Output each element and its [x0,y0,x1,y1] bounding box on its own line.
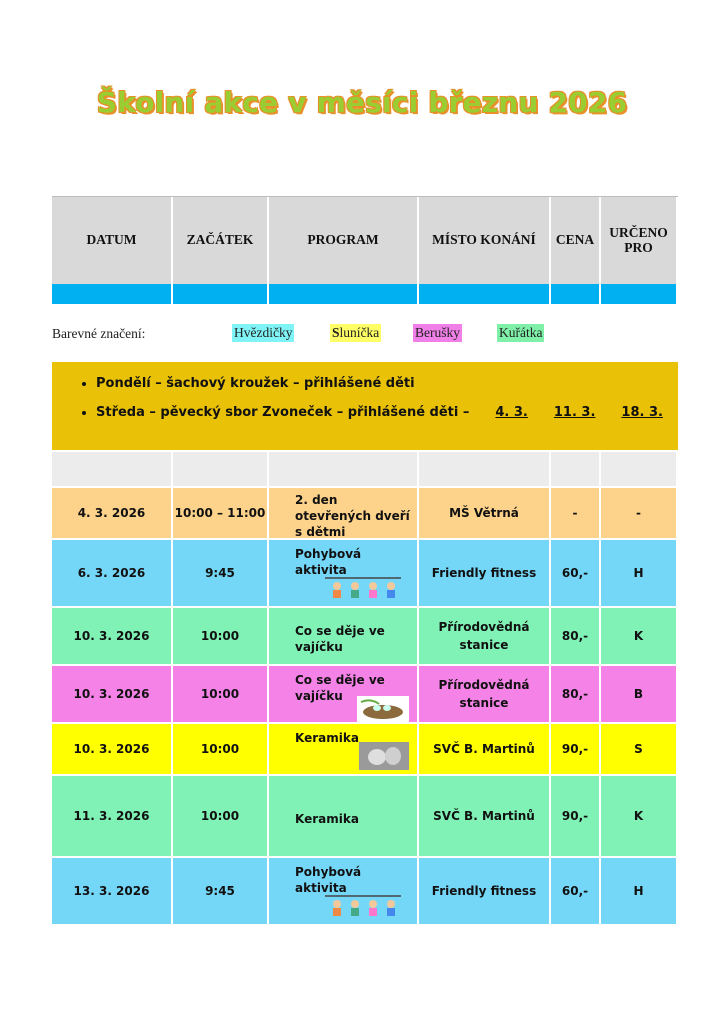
cell-program-text: Co se děje ve vajíčku [295,673,385,703]
notes-box [52,362,678,450]
cell-date [52,776,173,856]
cell-place-text: Přírodovědná stanice [438,620,530,652]
cell-for [601,608,678,664]
table-row [52,856,678,924]
cell-place [419,858,551,924]
cell-price [551,666,601,722]
cell-date [52,540,173,606]
kids-exercise-image [323,894,403,925]
cell-price-text: 60,- [561,884,589,898]
cell-start-text: 10:00 – 11:00 [174,506,266,520]
cell-place [419,488,551,538]
cell-date-text: 10. 3. 2026 [73,629,150,643]
cell-program-text: Keramika [295,812,359,826]
cell-program-text: Keramika [295,731,359,745]
cell-date-text: 10. 3. 2026 [73,742,150,756]
cell-start-text: 10:00 [200,629,240,643]
cell-place-text: Friendly fitness [431,566,537,580]
note-wednesday: • Středa – pěvecký sbor Zvoneček – přihlášené děti – 4. 3. 11. 3. 18. 3. [96,405,678,420]
kids-exercise-image [323,576,403,607]
header-datum: DATUM [52,197,173,284]
cell-for [601,776,678,856]
cell-program-text: Co se děje ve vajíčku [295,624,385,654]
cell-place [419,666,551,722]
header-cena: CENA [551,197,601,284]
cell-date-text: 6. 3. 2026 [77,566,146,580]
cell-program [269,776,419,856]
cell-place-text: MŠ Větrná [449,506,519,520]
cell-for [601,666,678,722]
cell-start [173,724,269,774]
cell-date [52,858,173,924]
header-blue-bar [52,284,678,304]
table-row [52,538,678,606]
legend-berusky: Berušky [415,325,461,340]
cell-place-text: Přírodovědná stanice [438,678,530,710]
cell-place [419,540,551,606]
cell-place [419,608,551,664]
cell-program [269,540,419,606]
legend-hvezdicky: Hvězdičky [234,325,293,340]
cell-price-text: - [572,506,578,520]
cell-date-text: 4. 3. 2026 [77,506,146,520]
cell-date-text: 11. 3. 2026 [73,809,150,823]
cell-start-text: 9:45 [205,566,235,580]
table-row [52,486,678,538]
cell-start-text: 10:00 [200,687,240,701]
cell-place [419,724,551,774]
cell-start [173,858,269,924]
header-urceno: URČENO PRO [601,197,678,284]
ceramics-image [359,742,409,773]
cell-date [52,666,173,722]
cell-price-text: 90,- [561,809,589,823]
cell-date [52,608,173,664]
cell-for-text: K [633,629,644,643]
cell-place [419,776,551,856]
note-monday: • Pondělí – šachový kroužek – přihlášené děti [96,376,678,391]
table-row [52,722,678,774]
cell-for-text: - [636,506,641,520]
cell-for [601,724,678,774]
cell-price [551,724,601,774]
cell-place-text: Friendly fitness [431,884,537,898]
cell-start [173,488,269,538]
cell-for-text: H [633,884,644,898]
header-program: PROGRAM [269,197,419,284]
cell-price-text: 80,- [561,687,589,701]
cell-price [551,608,601,664]
header-misto: MÍSTO KONÁNÍ [419,197,551,284]
cell-date [52,488,173,538]
table-row [52,774,678,856]
legend-kuratka: Kuřátka [499,325,543,340]
cell-date-text: 13. 3. 2026 [73,884,150,898]
cell-place-text: SVČ B. Martinů [433,809,535,823]
cell-place-text: SVČ B. Martinů [433,742,535,756]
cell-for [601,540,678,606]
cell-start [173,666,269,722]
legend-label: Barevné značení: [52,326,146,341]
cell-for-text: S [634,742,643,756]
cell-for [601,488,678,538]
header-zacatek: ZAČÁTEK [173,197,269,284]
cell-program-text: Pohybová aktivita [295,547,362,577]
cell-for-text: B [633,687,644,701]
legend-slunicka: Sluníčka [332,325,380,340]
cell-for-text: K [633,809,644,823]
cell-start [173,540,269,606]
table-row [52,664,678,722]
cell-program [269,488,419,538]
cell-program [269,858,419,924]
cell-price [551,776,601,856]
cell-start [173,776,269,856]
cell-for [601,858,678,924]
cell-price-text: 80,- [561,629,589,643]
page-title: Školní akce v měsíci březnu 2026 [96,86,628,119]
cell-for-text: H [633,566,644,580]
color-legend [52,304,678,362]
bird-nest-image [357,696,409,725]
cell-date [52,724,173,774]
cell-program [269,666,419,722]
cell-start-text: 9:45 [205,884,235,898]
cell-price [551,858,601,924]
cell-price [551,540,601,606]
cell-price-text: 60,- [561,566,589,580]
cell-price-text: 90,- [561,742,589,756]
cell-price [551,488,601,538]
cell-program [269,724,419,774]
table-header [52,196,678,284]
cell-program [269,608,419,664]
cell-start-text: 10:00 [200,809,240,823]
events-table [52,196,678,924]
cell-start-text: 10:00 [200,742,240,756]
table-row [52,606,678,664]
cell-date-text: 10. 3. 2026 [73,687,150,701]
spacer-row [52,450,678,486]
cell-program-text: 2. den otevřených dveří s dětmi [295,493,410,539]
cell-program-text: Pohybová aktivita [295,865,362,895]
cell-start [173,608,269,664]
